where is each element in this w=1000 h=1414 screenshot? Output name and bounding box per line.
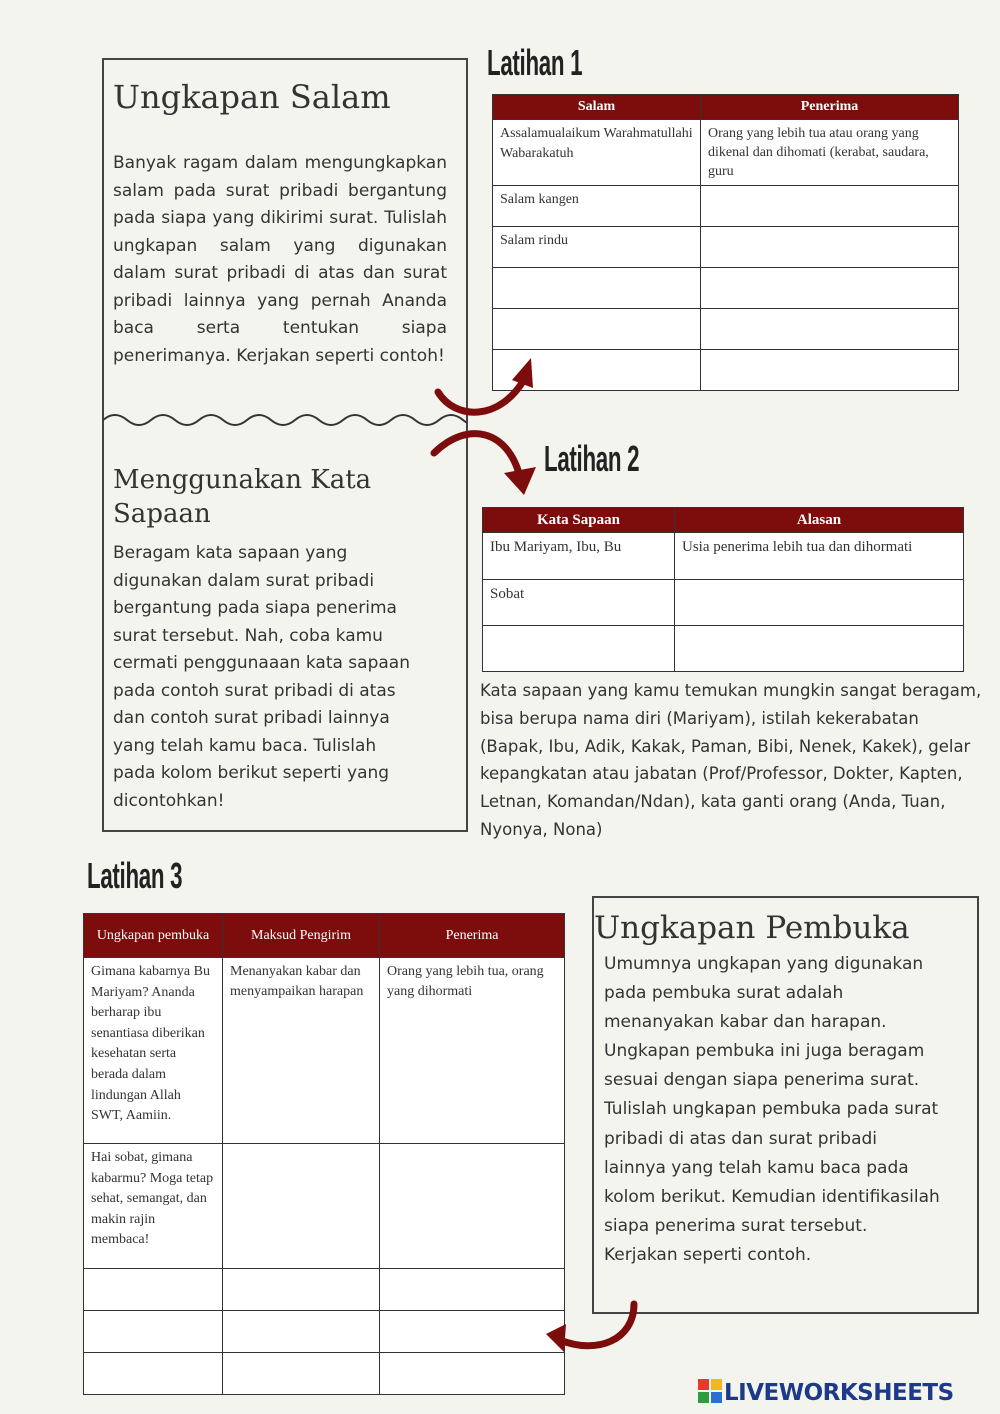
arrow-to-latihan1-icon (430, 350, 540, 425)
latihan1-input-cell[interactable] (701, 186, 959, 227)
arrow-to-latihan3-icon (542, 1300, 642, 1362)
sapaan-title-line2: Sapaan (113, 499, 211, 529)
latihan1-input-cell[interactable] (701, 350, 959, 391)
latihan2-cell: Usia penerima lebih tua dan dihormati (675, 533, 964, 580)
latihan3-input-cell[interactable] (223, 1144, 380, 1269)
latihan3-input-cell[interactable] (223, 1269, 380, 1311)
latihan3-input-cell[interactable] (380, 1269, 565, 1311)
sapaan-text: Beragam kata sapaan yang digunakan dalam surat pribadi bergantung pada siapa penerima surat tersebut. Nah, coba kamu cermati penggunaaan kata sapaan pada contoh surat pribadi di atas dan contoh surat pribadi lainnya yang telah kamu baca. Tulislah pada kolom berikut seperti yang dicontohkan! (113, 543, 410, 811)
pembuka-text: Umumnya ungkapan yang digunakan pada pembuka surat adalah menanyakan kabar dan harapan. Ungkapan pembuka ini juga beragam sesuai dengan siapa penerima surat. Tulislah ungkapan pembuka pada surat pribadi di atas dan surat pribadi lainnya yang telah kamu baca pada kolom berikut. Kemudian identifikasilah siapa penerima surat tersebut. Kerjakan seperti contoh. (604, 954, 940, 1265)
liveworksheets-blocks-icon (698, 1379, 722, 1403)
pembuka-title: Ungkapan Pembuka (594, 910, 910, 946)
latihan3-input-cell[interactable] (380, 1311, 565, 1353)
latihan3-header-maksud: Maksud Pengirim (223, 914, 380, 958)
latihan2-table (482, 507, 964, 672)
latihan2-input-cell[interactable] (675, 580, 964, 626)
latihan1-input-cell[interactable] (701, 227, 959, 268)
latihan3-input-cell[interactable] (84, 1353, 223, 1395)
latihan3-cell: Hai sobat, gimana kabarmu? Moga tetap sehat, semangat, dan makin rajin membaca! (84, 1144, 223, 1269)
salam-text: Banyak ragam dalam mengungkapkan salam pada surat pribadi bergantung pada siapa yang dikirimi surat. Tulislah ungkapan salam yang digunakan dalam surat pribadi di atas dan surat pribadi lainnya yang pernah Ananda baca serta tentukan siapa penerimanya. Kerjakan seperti contoh! (113, 153, 447, 366)
latihan3-cell: Orang yang lebih tua, orang yang dihormati (380, 958, 565, 1144)
latihan1-input-cell[interactable] (493, 309, 701, 350)
latihan3-header-ungkapan: Ungkapan pembuka (84, 914, 223, 958)
latihan1-cell: Salam rindu (493, 227, 701, 268)
latihan1-input-cell[interactable] (701, 309, 959, 350)
latihan1-header-salam: Salam (493, 95, 701, 120)
latihan2-input-cell[interactable] (483, 626, 675, 672)
latihan3-input-cell[interactable] (380, 1144, 565, 1269)
latihan2-cell: Sobat (483, 580, 675, 626)
latihan1-cell: Orang yang lebih tua atau orang yang dikenal dan dihomati (kerabat, saudara, guru (701, 120, 959, 186)
latihan3-header-penerima: Penerima (380, 914, 565, 958)
sapaan-title-line1: Menggunakan Kata (113, 465, 372, 495)
latihan1-cell: Salam kangen (493, 186, 701, 227)
latihan1-cell: Assalamualaikum Warahmatullahi Wabarakatuh (493, 120, 701, 186)
latihan3-input-cell[interactable] (223, 1311, 380, 1353)
latihan3-input-cell[interactable] (84, 1269, 223, 1311)
latihan1-table (492, 94, 959, 391)
latihan2-label: Latihan 2 (544, 438, 640, 479)
liveworksheets-logo-text: LIVEWORKSHEETS (724, 1380, 954, 1406)
latihan2-input-cell[interactable] (675, 626, 964, 672)
latihan3-input-cell[interactable] (380, 1353, 565, 1395)
latihan1-label: Latihan 1 (487, 42, 583, 83)
liveworksheets-logo (698, 1380, 954, 1406)
latihan3-table (83, 913, 565, 1395)
latihan3-cell: Gimana kabarnya Bu Mariyam? Ananda berharap ibu senantiasa diberikan kesehatan serta berada dalam lindungan Allah SWT, Aamiin. (84, 958, 223, 1144)
latihan3-cell: Menanyakan kabar dan menyampaikan harapan (223, 958, 380, 1144)
latihan2-cell: Ibu Mariyam, Ibu, Bu (483, 533, 675, 580)
arrow-to-latihan2-icon (428, 425, 538, 500)
latihan2-note: Kata sapaan yang kamu temukan mungkin sangat beragam, bisa berupa nama diri (Mariyam), istilah kekerabatan (Bapak, Ibu, Adik, Kakak, Paman, Bibi, Nenek, Kakek), gelar kepangkatan atau jabatan (Prof/Professor, Dokter, Kapten, Letnan, Komandan/Ndan), kata ganti orang (Anda, Tuan, Nyonya, Nona) (480, 681, 982, 839)
wavy-divider (103, 405, 467, 435)
latihan3-input-cell[interactable] (84, 1311, 223, 1353)
latihan2-header-kata-sapaan: Kata Sapaan (483, 508, 675, 533)
latihan3-input-cell[interactable] (223, 1353, 380, 1395)
latihan1-input-cell[interactable] (701, 268, 959, 309)
latihan1-header-penerima: Penerima (701, 95, 959, 120)
latihan2-header-alasan: Alasan (675, 508, 964, 533)
latihan1-input-cell[interactable] (493, 268, 701, 309)
salam-title: Ungkapan Salam (113, 78, 391, 116)
latihan3-label: Latihan 3 (87, 855, 183, 896)
